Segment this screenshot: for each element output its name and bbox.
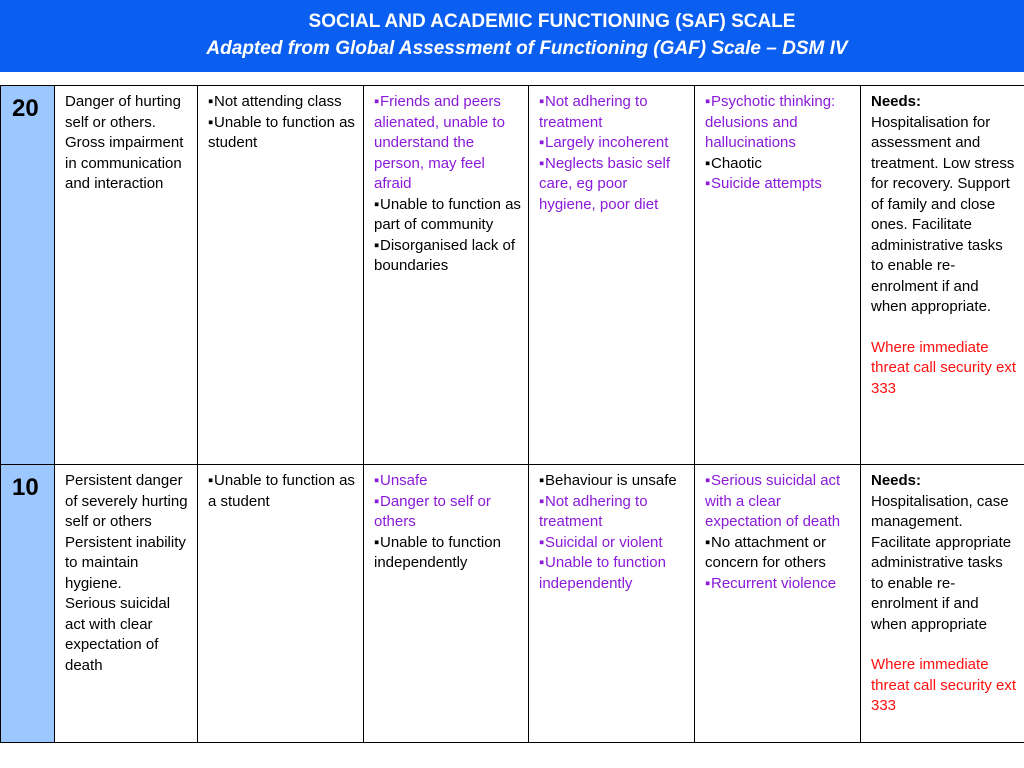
description-line: Gross impairment in communication and interaction: [65, 134, 184, 192]
saf-scale-table: [0, 85, 1024, 743]
bullet-icon: ▪: [705, 574, 711, 592]
description-line: Serious suicidal act with clear expectation of death: [65, 595, 171, 674]
bullet-icon: ▪: [705, 472, 711, 489]
bullet-icon: ▪: [705, 93, 711, 110]
risk-item: ▪Chaotic: [705, 154, 854, 175]
description-line: Persistent inability to maintain hygiene.: [65, 533, 186, 592]
bullet-icon: ▪: [705, 175, 711, 192]
bullet-icon: ▪: [539, 93, 545, 110]
bullet-icon: ▪: [539, 134, 545, 151]
bullet-icon: ▪: [374, 195, 380, 213]
selfcare-item: ▪Not adhering to treatment: [539, 492, 648, 530]
score-row-20: [1, 86, 1024, 465]
selfcare-item: ▪Neglects basic self care, eg poor hygiene, poor diet: [539, 154, 671, 213]
academic-item: ▪Unable to function as a student: [208, 472, 355, 510]
risk-cell: [695, 86, 861, 465]
academic-item: ▪Not attending class: [208, 92, 357, 113]
risk-item: ▪Psychotic thinking: delusions and hallucinations: [705, 93, 836, 151]
risk-cell: [695, 465, 861, 743]
bullet-icon: ▪: [539, 492, 545, 510]
needs-label: Needs:: [871, 93, 922, 110]
bullet-icon: ▪: [374, 236, 380, 254]
selfcare-cell: [529, 465, 695, 743]
slide-subtitle: Adapted from Global Assessment of Functioning (GAF) Scale – DSM IV: [206, 38, 848, 59]
score-cell: 10: [1, 465, 55, 743]
risk-item: ▪Serious suicidal act with a clear expectation of death: [705, 472, 841, 530]
academic-cell: [198, 86, 364, 465]
bullet-icon: ▪: [539, 472, 545, 489]
bullet-icon: ▪: [374, 492, 380, 510]
social-item: ▪Disorganised lack of boundaries: [374, 236, 516, 274]
bullet-icon: ▪: [208, 93, 214, 110]
academic-cell: [198, 465, 364, 743]
social-cell: [364, 86, 529, 465]
description-line: Persistent danger of severely hurting self or others: [65, 472, 188, 530]
bullet-icon: ▪: [374, 533, 380, 551]
needs-cell: [861, 86, 1024, 465]
security-warning: Where immediate threat call security ext 333: [871, 656, 1017, 714]
description-cell: [55, 86, 198, 465]
bullet-icon: ▪: [374, 472, 380, 489]
score-row-10: [1, 465, 1024, 743]
selfcare-item: ▪Not adhering to treatment: [539, 93, 648, 131]
bullet-icon: ▪: [705, 533, 711, 551]
social-cell: [364, 465, 529, 743]
bullet-icon: ▪: [539, 554, 545, 571]
needs-text: Hospitalisation, case management. Facilitate appropriate administrative tasks to enable re-enrolment if and when appropriate: [871, 492, 1012, 633]
social-item: ▪Unsafe: [374, 471, 522, 492]
slide-title: SOCIAL AND ACADEMIC FUNCTIONING (SAF) SCALE: [308, 11, 796, 32]
social-item: ▪Danger to self or others: [374, 492, 491, 530]
needs-text: Hospitalisation for assessment and treatment. Low stress for recovery. Support of family and close ones. Facilitate administrative tasks to enable re-enrolment if and when appropriate.: [871, 113, 1015, 315]
social-item: ▪Friends and peers alienated, unable to understand the person, may feel afraid: [374, 93, 505, 192]
score-cell: 20: [1, 86, 55, 465]
selfcare-cell: [529, 86, 695, 465]
selfcare-item: ▪Largely incoherent: [539, 133, 688, 154]
description-line: Danger of hurting self or others.: [65, 93, 181, 131]
risk-item: ▪No attachment or concern for others: [705, 533, 827, 571]
bullet-icon: ▪: [705, 154, 711, 172]
selfcare-item: ▪Behaviour is unsafe: [539, 471, 688, 492]
selfcare-item: ▪Suicidal or violent: [539, 533, 688, 554]
bullet-icon: ▪: [208, 472, 214, 489]
social-item: ▪Unable to function as part of community: [374, 195, 521, 233]
academic-item: ▪Unable to function as student: [208, 113, 355, 151]
needs-cell: [861, 465, 1024, 743]
slide-header: [0, 0, 1024, 72]
bullet-icon: ▪: [208, 113, 214, 131]
selfcare-item: ▪Unable to function independently: [539, 554, 666, 592]
security-warning: Where immediate threat call security ext 333: [871, 338, 1017, 397]
needs-label: Needs:: [871, 472, 922, 489]
risk-item: ▪Recurrent violence: [705, 574, 854, 595]
social-item: ▪Unable to function independently: [374, 533, 501, 571]
bullet-icon: ▪: [539, 533, 545, 551]
risk-item: ▪Suicide attempts: [705, 174, 854, 195]
bullet-icon: ▪: [539, 154, 545, 172]
description-cell: [55, 465, 198, 743]
bullet-icon: ▪: [374, 93, 380, 110]
